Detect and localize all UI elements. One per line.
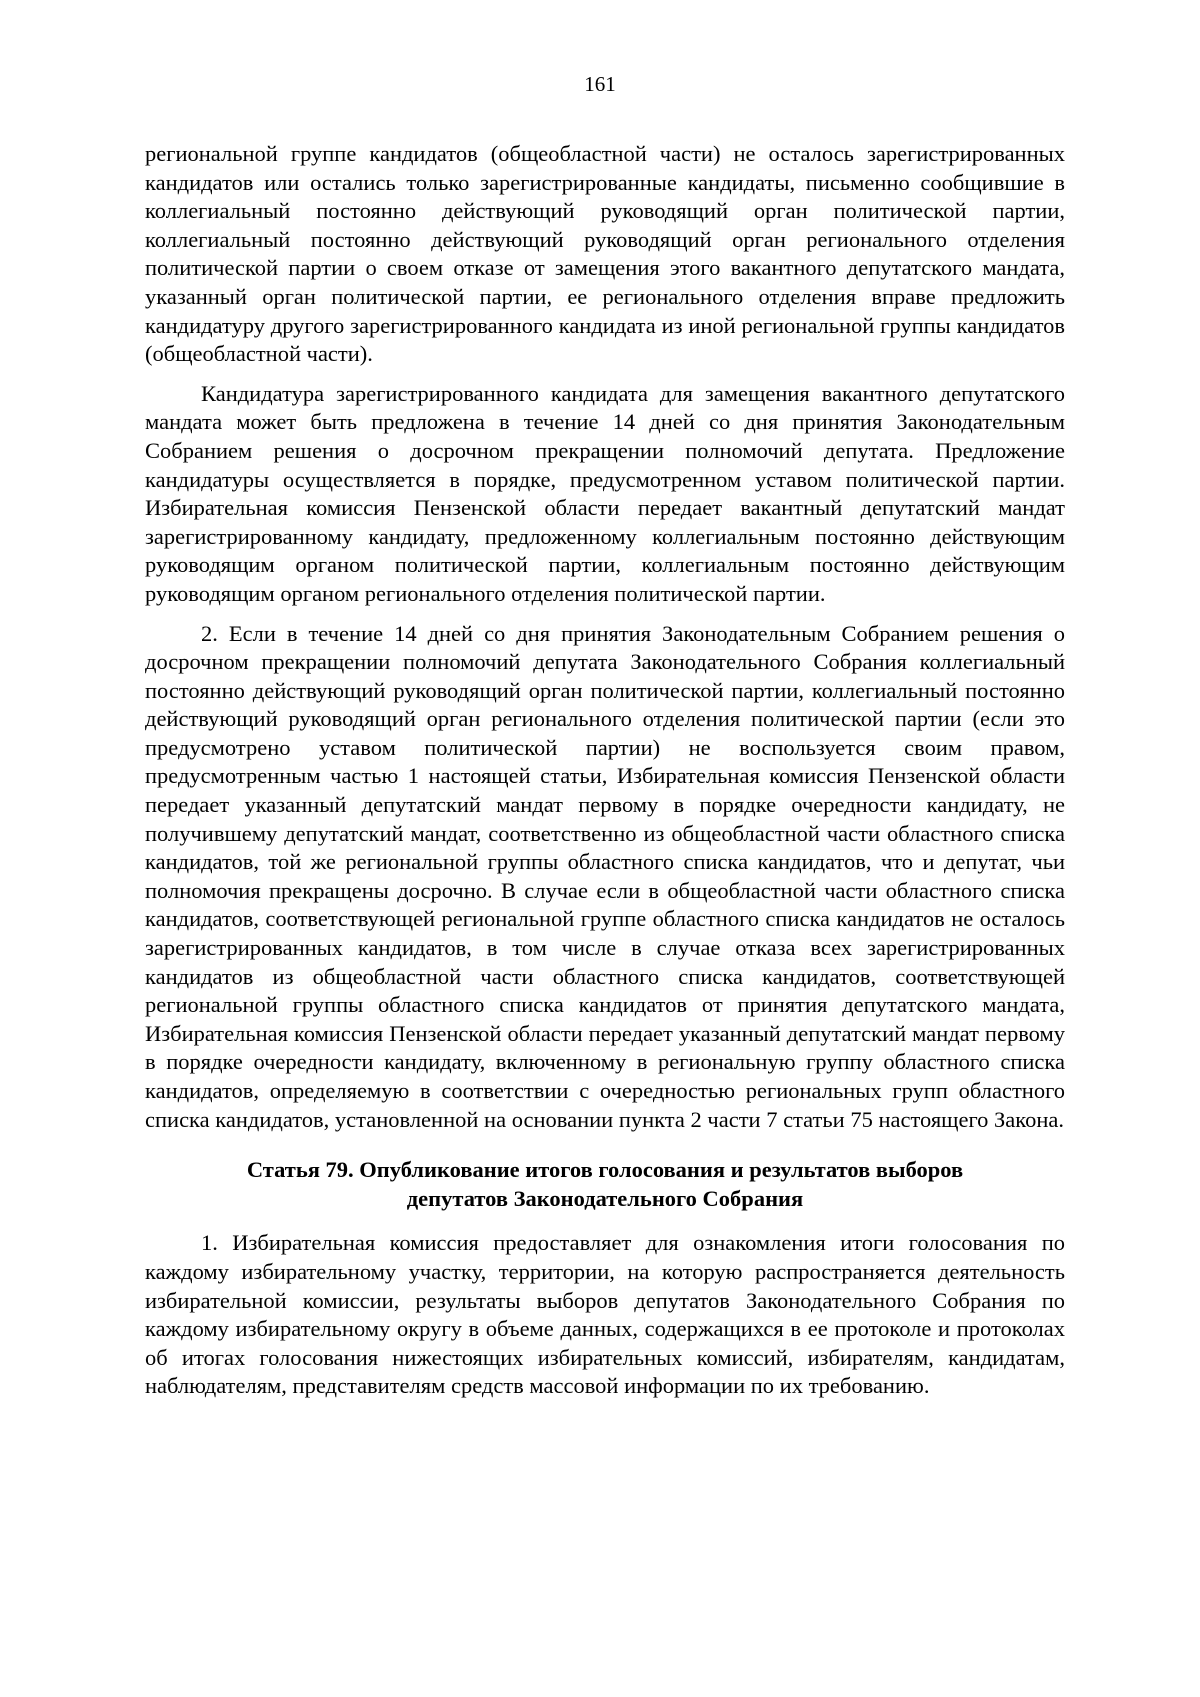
paragraph-continuation: региональной группе кандидатов (общеобластной части) не осталось зарегистрированных кандидатов или остались только зарегистрированные кандидаты, письменно сообщившие в коллегиальный постоянно действующий руководящий орган политической партии, коллегиальный постоянно действующий руководящий орган регионального отделения политической партии о своем отказе от замещения этого вакантного депутатского мандата, указанный орган политической партии, ее регионального отделения вправе предложить кандидатуру другого зарегистрированного кандидата из иной региональной группы кандидатов (общеобластной части).: [145, 141, 1065, 367]
paragraph-article-79-item-1: 1. Избирательная комиссия предоставляет для ознакомления итоги голосования по каждому избирательному участку, территории, на которую распространяется деятельность избирательной комиссии, результаты выборов депутатов Законодательного Собрания по каждому избирательному округу в объеме данных, содержащихся в ее протоколе и протоколах об итогах голосования нижестоящих избирательных комиссий, избирателям, кандидатам, наблюдателям, представителям средств массовой информации по их требованию.: [145, 1230, 1065, 1399]
article-heading-line-1: Статья 79. Опубликование итогов голосования и результатов выборов: [246, 1157, 964, 1183]
document-body: [145, 140, 1065, 1412]
article-heading: [145, 1156, 1065, 1213]
paragraph-candidacy: Кандидатура зарегистрированного кандидата для замещения вакантного депутатского мандата может быть предложена в течение 14 дней со дня принятия Законодательным Собранием решения о досрочном прекращении полномочий депутата. Предложение кандидатуры осуществляется в порядке, предусмотренном уставом политической партии. Избирательная комиссия Пензенской области передает вакантный депутатский мандат зарегистрированному кандидату, предложенному коллегиальным постоянно действующим руководящим органом политической партии, коллегиальным постоянно действующим руководящим органом регионального отделения политической партии.: [145, 380, 1065, 606]
page-number: 161: [584, 72, 616, 96]
article-heading-line-2: депутатов Законодательного Собрания: [406, 1185, 804, 1211]
paragraph-item-2: 2. Если в течение 14 дней со дня принятия Законодательным Собранием решения о досрочном прекращении полномочий депутата Законодательного Собрания коллегиальный постоянно действующий руководящий орган политической партии, коллегиальный постоянно действующий руководящий орган регионального отделения политической партии (если это предусмотрено уставом политической партии) не воспользуется своим правом, предусмотренным частью 1 настоящей статьи, Избирательная комиссия Пензенской области передает указанный депутатский мандат первому в порядке очередности кандидату, не получившему депутатский мандат, соответственно из общеобластной части областного списка кандидатов, той же региональной группы областного списка кандидатов, что и депутат, чьи полномочия прекращены досрочно. В случае если в общеобластной части областного списка кандидатов, соответствующей региональной группе областного списка кандидатов не осталось зарегистрированных кандидатов, в том числе в случае отказа всех зарегистрированных кандидатов из общеобластной части областного списка кандидатов, соответствующей региональной группы областного списка кандидатов от принятия депутатского мандата, Избирательная комиссия Пензенской области передает указанный депутатский мандат первому в порядке очередности кандидату, включенному в региональную группу областного списка кандидатов, определяемую в соответствии с очередностью региональных групп областного списка кандидатов, установленной на основании пункта 2 части 7 статьи 75 настоящего Закона.: [145, 620, 1065, 1132]
